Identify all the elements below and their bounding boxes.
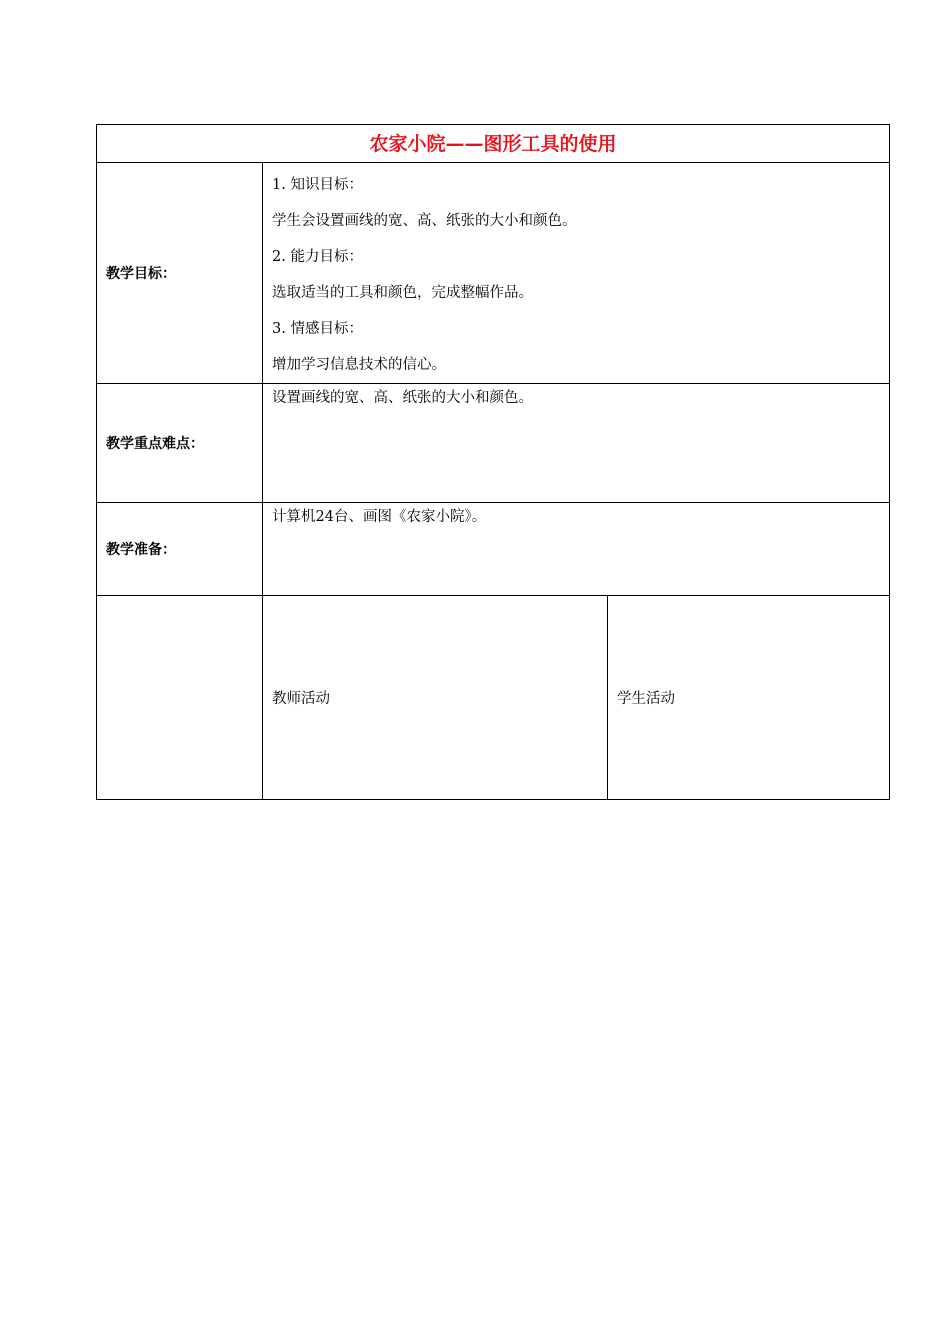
preparation-content [263, 503, 890, 596]
preparation-row [97, 503, 890, 596]
objectives-row [97, 163, 890, 384]
objective-line: 增加学习信息技术的信心。 [272, 357, 446, 373]
objectives-label: 教学目标： [106, 266, 176, 282]
title-cell [97, 125, 890, 163]
objective-line: 2. 能力目标： [272, 249, 363, 265]
objective-line: 3. 情感目标： [272, 321, 363, 337]
preparation-label: 教学准备： [106, 542, 176, 558]
objective-line: 学生会设置画线的宽、高、纸张的大小和颜色。 [272, 213, 577, 229]
key-points-row [97, 384, 890, 503]
key-points-label-cell [97, 384, 263, 503]
activities-empty-cell [97, 596, 263, 800]
key-points-text: 设置画线的宽、高、纸张的大小和颜色。 [272, 390, 533, 406]
objectives-content [263, 163, 890, 384]
key-points-label: 教学重点难点： [106, 436, 204, 452]
preparation-text: 计算机24台、画图《农家小院》。 [272, 509, 487, 525]
lesson-plan-table [96, 124, 890, 800]
student-activity-label: 学生活动 [617, 691, 675, 707]
objective-line: 选取适当的工具和颜色，完成整幅作品。 [272, 285, 533, 301]
objective-line: 1. 知识目标： [272, 177, 363, 193]
objectives-label-cell [97, 163, 263, 384]
student-activity-cell [608, 596, 890, 800]
teacher-activity-label: 教师活动 [272, 691, 330, 707]
teacher-activity-cell [263, 596, 608, 800]
preparation-label-cell [97, 503, 263, 596]
page-title: 农家小院——图形工具的使用 [369, 132, 617, 155]
key-points-content [263, 384, 890, 503]
activities-row [97, 596, 890, 800]
